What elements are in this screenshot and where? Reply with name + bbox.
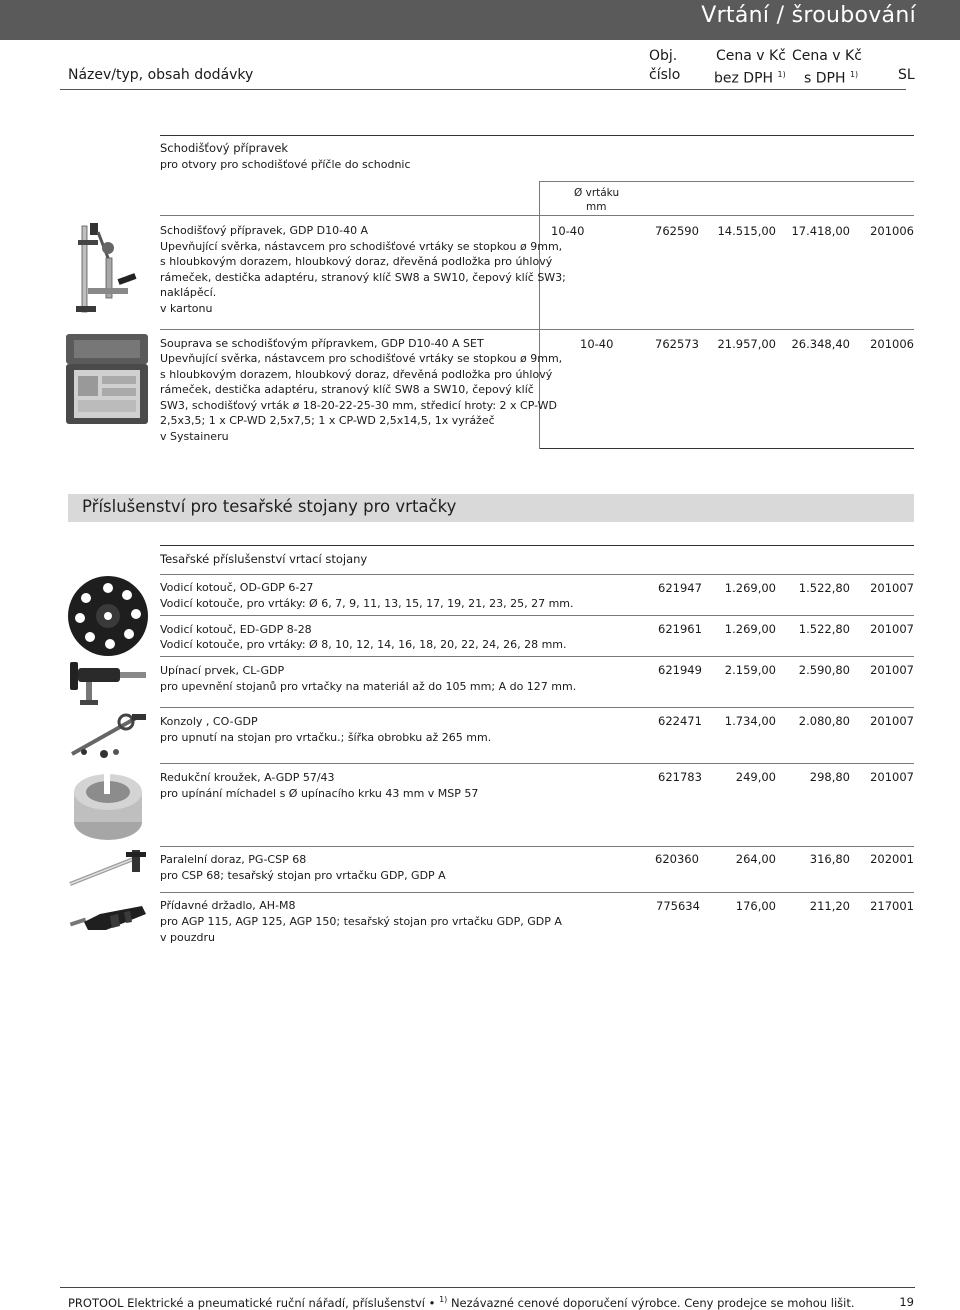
product-price-gross: 316,80 xyxy=(809,852,850,866)
product-name: Vodicí kotouč, OD-GDP 6-27 xyxy=(160,581,314,594)
product-sl: 201007 xyxy=(870,714,914,728)
col-header-price-gross-2: s DPH $^{1)}$ xyxy=(804,70,859,87)
product-sl: 201007 xyxy=(870,663,914,677)
product-desc-line: Vodicí kotouče, pro vrtáky: Ø 8, 10, 12, 14, 16, 18, 20, 22, 24, 26, 28 mm. xyxy=(160,638,567,651)
product-name: Přídavné držadlo, AH-M8 xyxy=(160,899,296,912)
product-price-gross: 298,80 xyxy=(809,770,850,784)
product-name: Vodicí kotouč, ED-GDP 8-28 xyxy=(160,623,312,636)
product-price-gross: 17.418,00 xyxy=(791,224,850,238)
page-title: Vrtání / šroubování xyxy=(701,3,916,28)
product-order-no: 622471 xyxy=(658,714,702,728)
product-sl: 201007 xyxy=(870,622,914,636)
product-price-net: 264,00 xyxy=(735,852,776,866)
guide-disc-image xyxy=(66,574,150,658)
section2-header-rule xyxy=(160,574,914,575)
product-name: Paralelní doraz, PG-CSP 68 xyxy=(160,853,307,866)
product-price-net: 21.957,00 xyxy=(717,337,776,351)
bracket-image xyxy=(66,708,150,764)
product-name: Konzoly , CO-GDP xyxy=(160,715,258,728)
product-desc-line: naklápěcí. xyxy=(160,286,217,299)
section2-rule-top xyxy=(160,545,914,546)
col-header-order-2: číslo xyxy=(649,67,681,83)
section2-band xyxy=(68,494,914,522)
product-desc-line: 2,5x3,5; 1 x CP-WD 2,5x7,5; 1 x CP-WD 2,5x14,5, 1x vyrážeč xyxy=(160,414,495,427)
product-name: Souprava se schodišťovým přípravkem, GDP D10-40 A SET xyxy=(160,337,484,350)
product-order-no: 621961 xyxy=(658,622,702,636)
footer-note: Nezávazné cenové doporučení výrobce. Ceny prodejce se mohou lišit. xyxy=(450,1295,855,1310)
product-order-no: 762590 xyxy=(655,224,699,238)
clamp-image xyxy=(66,656,150,708)
footer-footnote-mark: 1) xyxy=(439,1295,448,1304)
product-sl: 201007 xyxy=(870,581,914,595)
section1-subtitle: pro otvory pro schodišťové příčle do schodnic xyxy=(160,158,411,171)
product-sl: 201006 xyxy=(870,337,914,351)
section1-rule-bottom xyxy=(540,448,914,449)
product-rule xyxy=(160,892,914,893)
product-price-net: 14.515,00 xyxy=(717,224,776,238)
product-desc-line: v Systaineru xyxy=(160,430,229,443)
product-desc-line: s hloubkovým dorazem, hloubkový doraz, dřevěná podložka pro úhlový xyxy=(160,255,553,268)
product-desc-line: s hloubkovým dorazem, hloubkový doraz, dřevěná podložka pro úhlový xyxy=(160,368,553,381)
product-order-no: 621783 xyxy=(658,770,702,784)
product-desc-line: rámeček, destička adaptéru, stranový klíč SW8 a SW10, čepový klíč SW3; xyxy=(160,271,566,284)
product-desc-line: Upevňující svěrka, nástavcem pro schodišťové vrtáky se stopkou ø 9mm, xyxy=(160,352,563,365)
diameter-col-header-2: mm xyxy=(586,201,607,213)
product-price-gross: 1.522,80 xyxy=(798,622,850,636)
product-desc-line: pro CSP 68; tesařský stojan pro vrtačku GDP, GDP A xyxy=(160,869,446,882)
product-rule xyxy=(160,615,914,616)
product-rule xyxy=(160,763,914,764)
product-price-gross: 2.590,80 xyxy=(798,663,850,677)
product-price-net: 1.269,00 xyxy=(724,622,776,636)
product-rule xyxy=(160,656,914,657)
product-desc-line: pro upínání míchadel s Ø upínacího krku 43 mm v MSP 57 xyxy=(160,787,479,800)
product-price-gross: 26.348,40 xyxy=(791,337,850,351)
section2-subtitle: Tesařské příslušenství vrtací stojany xyxy=(160,552,368,566)
product-desc-line: rámeček, destička adaptéru, stranový klíč SW8 a SW10, čepový klíč xyxy=(160,383,534,396)
product-rule xyxy=(160,846,914,847)
product-order-no: 621949 xyxy=(658,663,702,677)
product-desc-line: pro upevnění stojanů pro vrtačky na materiál až do 105 mm; A do 127 mm. xyxy=(160,680,577,693)
footer-bullet: • xyxy=(428,1295,436,1310)
col-header-name: Název/typ, obsah dodávky xyxy=(68,67,254,83)
product-desc-line: v kartonu xyxy=(160,302,213,315)
product-desc-line: Vodicí kotouče, pro vrtáky: Ø 6, 7, 9, 11, 13, 15, 17, 19, 21, 23, 25, 27 mm. xyxy=(160,597,574,610)
product-order-no: 620360 xyxy=(655,852,699,866)
product-desc-line: pro AGP 115, AGP 125, AGP 150; tesařský stojan pro vrtačku GDP, GDP A xyxy=(160,915,562,928)
page-number: 19 xyxy=(899,1295,914,1309)
product-sl: 201007 xyxy=(870,770,914,784)
product-price-net: 249,00 xyxy=(735,770,776,784)
section2-band-title: Příslušenství pro tesařské stojany pro vrtačky xyxy=(82,497,457,516)
footer-left: PROTOOL Elektrické a pneumatické ruční nářadí, příslušenství xyxy=(68,1295,425,1310)
stair-jig-image xyxy=(68,218,148,318)
col-header-price-net-2: bez DPH $^{1)}$ xyxy=(714,70,786,87)
product-rule xyxy=(160,329,914,330)
product-price-gross: 1.522,80 xyxy=(798,581,850,595)
side-handle-image xyxy=(66,894,150,950)
reducing-ring-image xyxy=(66,764,150,848)
systainer-set-image xyxy=(64,330,150,428)
product-order-no: 775634 xyxy=(656,899,700,913)
parallel-stop-image xyxy=(66,846,150,894)
product-price-gross: 2.080,80 xyxy=(798,714,850,728)
section1-extra-header-rule xyxy=(540,181,914,182)
product-rule xyxy=(160,707,914,708)
product-order-no: 762573 xyxy=(655,337,699,351)
product-price-net: 1.269,00 xyxy=(724,581,776,595)
product-sl: 201006 xyxy=(870,224,914,238)
top-bar xyxy=(0,0,960,40)
col-header-price-net-1: Cena v Kč xyxy=(716,48,786,64)
product-name: Schodišťový přípravek, GDP D10-40 A xyxy=(160,224,369,237)
product-name: Redukční kroužek, A-GDP 57/43 xyxy=(160,771,335,784)
product-desc-line: v pouzdru xyxy=(160,931,215,944)
product-price-net: 176,00 xyxy=(735,899,776,913)
product-sl: 217001 xyxy=(870,899,914,913)
product-diameter: 10-40 xyxy=(580,337,614,351)
section1-title: Schodišťový přípravek xyxy=(160,141,289,155)
section1-header-rule xyxy=(160,215,914,216)
product-desc-line: Upevňující svěrka, nástavcem pro schodišťové vrtáky se stopkou ø 9mm, xyxy=(160,240,563,253)
product-diameter: 10-40 xyxy=(551,224,585,238)
footer-rule xyxy=(60,1287,915,1288)
product-desc-line: pro upnutí na stojan pro vrtačku.; šířka obrobku až 265 mm. xyxy=(160,731,492,744)
section1-rule-top xyxy=(160,135,914,136)
header-rule xyxy=(60,89,906,90)
product-price-gross: 211,20 xyxy=(809,899,850,913)
product-order-no: 621947 xyxy=(658,581,702,595)
product-sl: 202001 xyxy=(870,852,914,866)
product-price-net: 2.159,00 xyxy=(724,663,776,677)
product-price-net: 1.734,00 xyxy=(724,714,776,728)
col-header-price-gross-1: Cena v Kč xyxy=(792,48,862,64)
footer-text xyxy=(68,1295,855,1310)
col-header-sl: SL xyxy=(898,67,915,83)
product-desc-line: SW3, schodišťový vrták ø 18-20-22-25-30 mm, středicí hroty: 2 x CP-WD xyxy=(160,399,558,412)
diameter-col-header-1: Ø vrtáku xyxy=(574,187,620,199)
product-name: Upínací prvek, CL-GDP xyxy=(160,664,285,677)
col-header-order-1: Obj. xyxy=(649,48,678,64)
